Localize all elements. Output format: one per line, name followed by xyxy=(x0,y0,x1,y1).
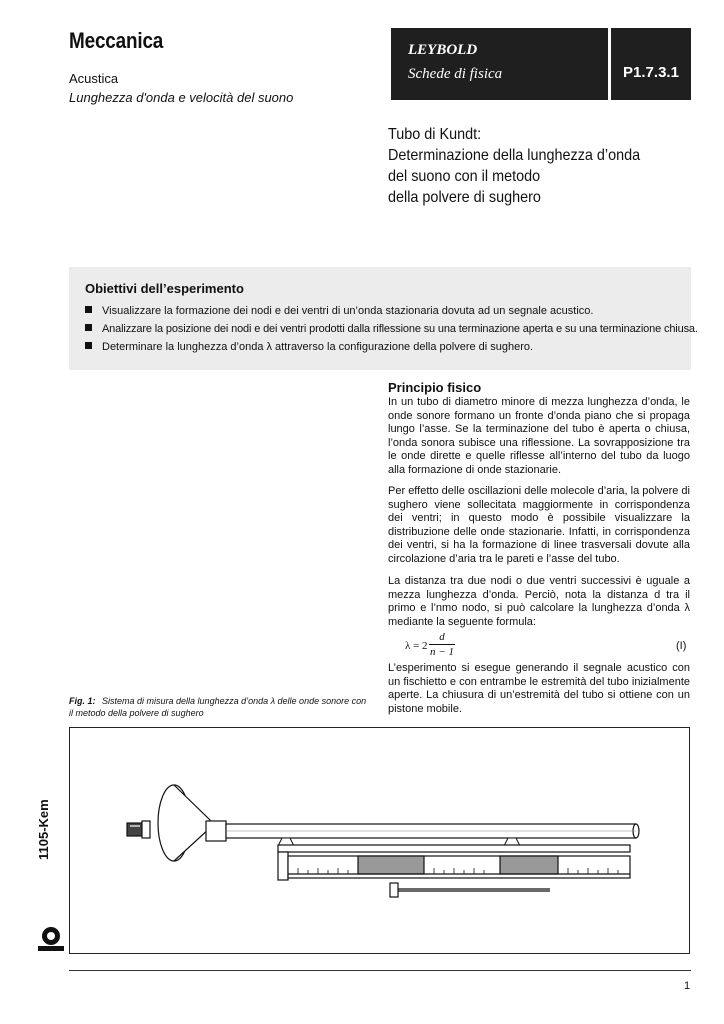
kundt-tube-illustration xyxy=(70,728,689,953)
fraction-bar xyxy=(429,644,455,645)
formula-denominator: n − 1 xyxy=(430,646,454,658)
principle-paragraph: La distanza tra due nodi o due ventri successivi è uguale a mezza lunghezza d’onda. Perciò, nota la distanza d tra il primo e l’nmo nodo, si può calcolare la lunghezza d’onda λ mediante la seguente formula: xyxy=(388,575,690,628)
subject: Acustica xyxy=(69,71,119,86)
principle-paragraph: In un tubo di diametro minore di mezza lunghezza d’onda, le onde sonore formano un fronte d’onda piano che si propaga lungo l’asse. Se la terminazione del tubo è aperta o chiusa, l’onda sonora subisce una riflessione. La sovrapposizione tra le onde dirette e quelle riflesse all’interno del tubo da luogo alla formazione di onde stazionarie. xyxy=(388,396,690,476)
title-line: del suono con il metodo xyxy=(388,168,541,185)
objective-item: Visualizzare la formazione dei nodi e dei ventri di un’onda stazionaria dovuta ad un segnale acustico. xyxy=(85,305,593,317)
page-number: 1 xyxy=(684,980,691,992)
tube-icon xyxy=(206,821,639,841)
brand-name: LEYBOLD xyxy=(408,42,478,58)
figure-label: Fig. 1: xyxy=(69,696,96,706)
funnel-icon xyxy=(158,785,210,861)
brand-box xyxy=(391,28,608,100)
principle-paragraph: Per effetto delle oscillazioni delle molecole d’aria, la polvere di sughero viene sollecitata maggiormente in corrispondenza dei ventri; in questo modo è possibile visualizzare la distribuzione delle onde stazionarie. Infatti, in corrispondenza dei ventri, si ha la formazione di linee trasversali dovute alla circolazione d’aria tra le pareti e l’asse del tubo. xyxy=(388,485,690,565)
whistle-icon xyxy=(127,821,150,838)
title-line: Determinazione della lunghezza d’onda xyxy=(388,147,641,164)
section-title: Meccanica xyxy=(69,28,164,53)
bullet-square-icon xyxy=(85,306,92,313)
formula-lhs: λ = 2 xyxy=(405,640,428,652)
document-code: 1105-Kem xyxy=(36,799,51,860)
title-line: Tubo di Kundt: xyxy=(388,126,482,143)
objectives-heading: Obiettivi dell’esperimento xyxy=(85,281,244,296)
objectives-box xyxy=(69,267,698,370)
formula-number: (I) xyxy=(676,640,687,652)
piston-icon xyxy=(390,883,550,897)
bullet-square-icon xyxy=(85,342,92,349)
figure-caption xyxy=(69,695,369,719)
objective-item: Determinare la lunghezza d’onda λ attraverso la configurazione della polvere di sughero. xyxy=(85,341,533,353)
principle-heading: Principio fisico xyxy=(388,380,482,395)
figure-caption-text: Sistema di misura della lunghezza d’onda λ delle onde sonore con il metodo della polvere di sughero xyxy=(69,696,367,718)
sheet-code: P1.7.3.1 xyxy=(623,64,679,81)
subtopic: Lunghezza d'onda e velocità del suono xyxy=(69,90,294,105)
formula-numerator: d xyxy=(439,631,445,643)
leybold-logo-icon xyxy=(38,925,64,951)
sheet-code-box xyxy=(611,28,691,100)
principle-paragraph: L’esperimento si esegue generando il segnale acustico con un fischietto e con entrambe le estremità del tubo inizialmente aperte. La chiusura di un’estremità del tubo si ottiene con un pistone mobile. xyxy=(388,662,690,715)
brand-series: Schede di fisica xyxy=(408,66,503,82)
experiment-title xyxy=(388,124,688,208)
figure-box xyxy=(69,727,690,954)
optical-bench-icon xyxy=(278,845,630,880)
title-line: della polvere di sughero xyxy=(388,189,541,206)
footer-divider xyxy=(69,970,691,971)
objective-item: Analizzare la posizione dei nodi e dei ventri prodotti dalla riflessione su una terminazione aperta e su una terminazione chiusa. xyxy=(85,323,698,335)
bullet-square-icon xyxy=(85,324,92,331)
